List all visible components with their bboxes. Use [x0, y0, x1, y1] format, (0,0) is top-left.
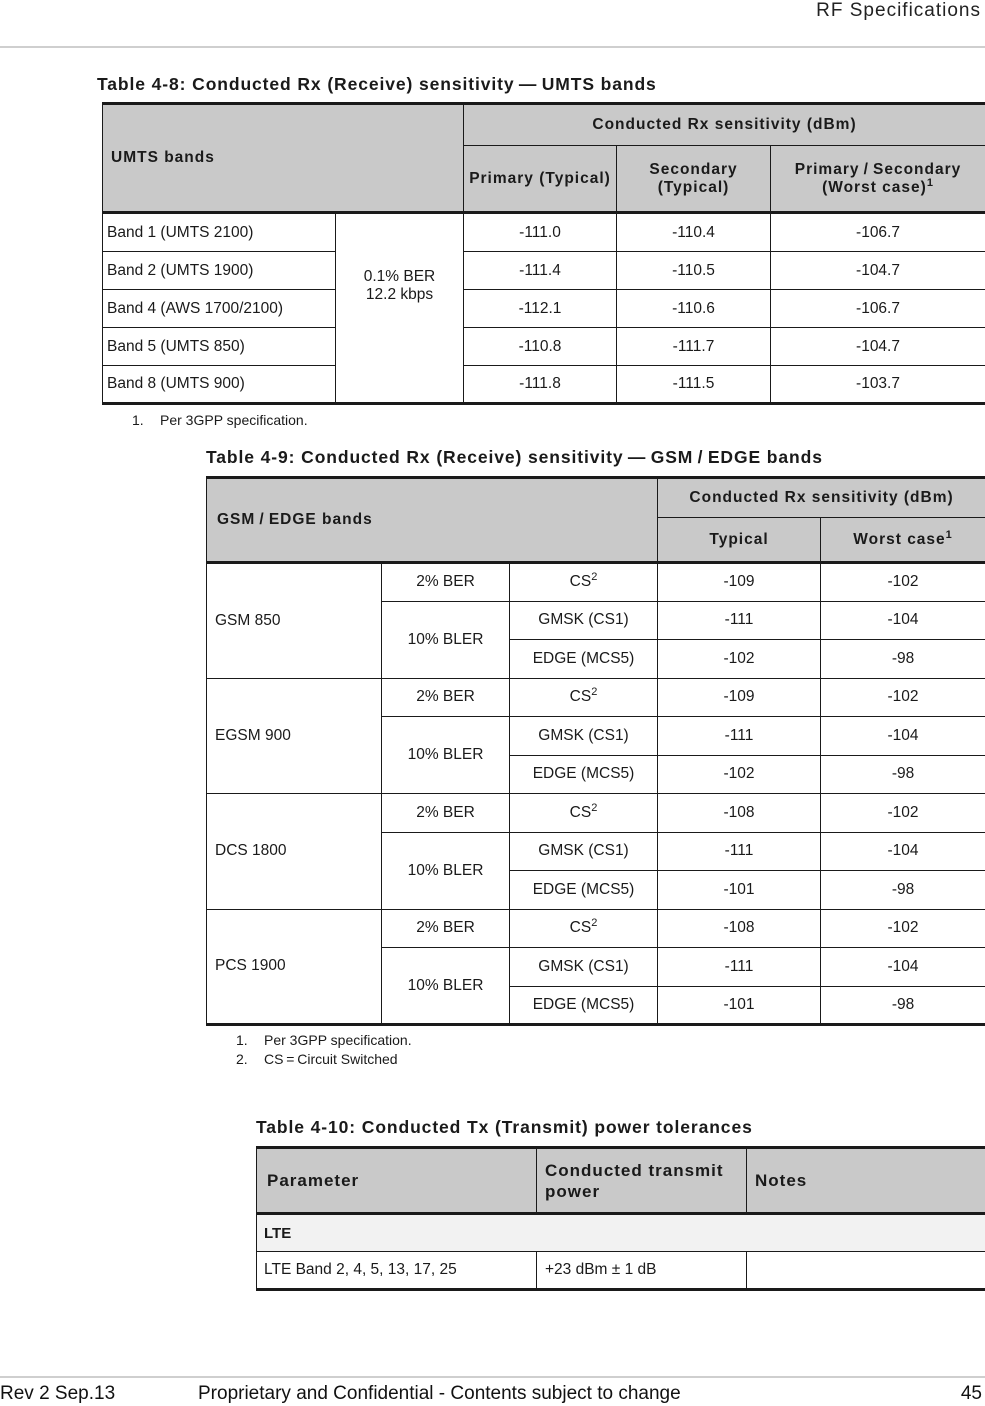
- typical-cell: -109: [658, 678, 821, 717]
- band-cell: EGSM 900: [207, 678, 382, 794]
- secondary-cell: -111.7: [617, 328, 771, 366]
- coding-scheme-cell: GMSK (CS1): [510, 948, 658, 987]
- worst-cell: -102: [821, 678, 985, 717]
- col-header-gsm-bands: GSM / EDGE bands: [207, 478, 658, 563]
- coding-scheme-cell: GMSK (CS1): [510, 601, 658, 640]
- table-4-8: [102, 102, 985, 405]
- typical-cell: -111: [658, 832, 821, 871]
- footnote-number: 2.: [236, 1051, 248, 1067]
- col-header-primary: Primary (Typical): [464, 146, 617, 213]
- coding-scheme-cell: EDGE (MCS5): [510, 986, 658, 1025]
- coding-scheme-cell: EDGE (MCS5): [510, 640, 658, 679]
- secondary-cell: -110.6: [617, 290, 771, 328]
- worst-cell: -98: [821, 755, 985, 794]
- footnote: [236, 1051, 398, 1067]
- col-header-typical: Typical: [658, 518, 821, 563]
- typical-cell: -109: [658, 563, 821, 602]
- worst-cell: -104: [821, 948, 985, 987]
- primary-cell: -111.8: [464, 366, 617, 404]
- footnote-ref: 1: [926, 176, 934, 189]
- header-divider: [0, 46, 985, 48]
- cs-label: CS: [569, 919, 592, 937]
- worst-cell: -106.7: [771, 290, 985, 328]
- footnote-ref: 2: [591, 571, 598, 584]
- footnote: [236, 1032, 412, 1048]
- worst-cell: -104: [821, 717, 985, 756]
- coding-scheme-cell: [510, 909, 658, 948]
- bler-cell: 10% BLER: [382, 832, 510, 909]
- coding-scheme-cell: [510, 794, 658, 833]
- worst-cell: -103.7: [771, 366, 985, 404]
- typical-cell: -101: [658, 986, 821, 1025]
- footer-page-number: 45: [960, 1383, 982, 1404]
- col-header-worst-case: [821, 518, 985, 563]
- worst-cell: -106.7: [771, 213, 985, 252]
- secondary-cell: -111.5: [617, 366, 771, 404]
- typical-cell: -108: [658, 909, 821, 948]
- table-row: [103, 290, 985, 328]
- worst-cell: -102: [821, 794, 985, 833]
- worst-cell: -98: [821, 871, 985, 910]
- bler-cell: 10% BLER: [382, 948, 510, 1025]
- footnote-text: Per 3GPP specification.: [264, 1032, 412, 1048]
- footer-notice: Proprietary and Confidential - Contents subject to change: [198, 1383, 681, 1404]
- table-row: [207, 909, 985, 948]
- coding-scheme-cell: GMSK (CS1): [510, 832, 658, 871]
- worst-cell: -102: [821, 909, 985, 948]
- cs-label: CS: [569, 573, 592, 591]
- table-4-9-caption: Table 4-9: Conducted Rx (Receive) sensitivity — GSM / EDGE bands: [206, 447, 823, 467]
- primary-cell: -111.0: [464, 213, 617, 252]
- worst-cell: -98: [821, 640, 985, 679]
- coding-scheme-cell: EDGE (MCS5): [510, 755, 658, 794]
- band-cell: GSM 850: [207, 563, 382, 679]
- footnote: [132, 412, 308, 428]
- typical-cell: -102: [658, 755, 821, 794]
- parameter-cell: LTE Band 2, 4, 5, 13, 17, 25: [257, 1252, 537, 1290]
- footnote-ref: 1: [945, 528, 953, 541]
- typical-cell: -111: [658, 601, 821, 640]
- bler-cell: 10% BLER: [382, 601, 510, 678]
- footnote-text: Per 3GPP specification.: [160, 412, 308, 428]
- worst-case-label: Primary / Secondary (Worst case): [794, 160, 962, 196]
- col-header-sensitivity: Conducted Rx sensitivity (dBm): [658, 478, 985, 518]
- footnote-text: CS = Circuit Switched: [264, 1051, 398, 1067]
- worst-cell: -102: [821, 563, 985, 602]
- coding-scheme-cell: EDGE (MCS5): [510, 871, 658, 910]
- table-row: [207, 794, 985, 833]
- coding-scheme-cell: GMSK (CS1): [510, 717, 658, 756]
- condition-cell: [336, 213, 464, 404]
- footer-revision: Rev 2 Sep.13: [0, 1383, 116, 1404]
- footnote-number: 1.: [132, 412, 144, 428]
- primary-cell: -110.8: [464, 328, 617, 366]
- worst-cell: -104.7: [771, 328, 985, 366]
- table-row: [103, 213, 985, 252]
- footer-divider: [0, 1376, 985, 1378]
- footnote-ref: 2: [591, 801, 598, 814]
- col-header-worst-case: [771, 146, 985, 213]
- coding-scheme-cell: [510, 563, 658, 602]
- primary-cell: -111.4: [464, 252, 617, 290]
- secondary-cell: -110.5: [617, 252, 771, 290]
- ber-cell: 2% BER: [382, 563, 510, 602]
- col-header-parameter: Parameter: [257, 1148, 537, 1214]
- col-header-umts-bands: UMTS bands: [103, 104, 464, 213]
- table-row: [207, 563, 985, 602]
- worst-cell: -98: [821, 986, 985, 1025]
- bler-cell: 10% BLER: [382, 717, 510, 794]
- cs-label: CS: [569, 688, 592, 706]
- table-row: [207, 678, 985, 717]
- col-header-sensitivity: Conducted Rx sensitivity (dBm): [464, 104, 985, 146]
- ber-cell: 2% BER: [382, 678, 510, 717]
- secondary-cell: -110.4: [617, 213, 771, 252]
- footnote-ref: 2: [591, 917, 598, 930]
- typical-cell: -101: [658, 871, 821, 910]
- worst-cell: -104.7: [771, 252, 985, 290]
- band-cell: Band 8 (UMTS 900): [103, 366, 336, 404]
- footnote-ref: 2: [591, 686, 598, 699]
- band-cell: Band 2 (UMTS 1900): [103, 252, 336, 290]
- band-cell: Band 1 (UMTS 2100): [103, 213, 336, 252]
- primary-cell: -112.1: [464, 290, 617, 328]
- table-row: [257, 1252, 985, 1290]
- typical-cell: -108: [658, 794, 821, 833]
- table-row: [103, 328, 985, 366]
- typical-cell: -102: [658, 640, 821, 679]
- typical-cell: -111: [658, 948, 821, 987]
- table-4-8-caption: Table 4-8: Conducted Rx (Receive) sensitivity — UMTS bands: [97, 74, 657, 94]
- col-header-secondary: Secondary (Typical): [617, 146, 771, 213]
- table-row: [103, 252, 985, 290]
- worst-case-label: Worst case: [853, 530, 946, 548]
- footnote-number: 1.: [236, 1032, 248, 1048]
- worst-cell: -104: [821, 601, 985, 640]
- table-row: [103, 366, 985, 404]
- worst-cell: -104: [821, 832, 985, 871]
- coding-scheme-cell: [510, 678, 658, 717]
- ber-cell: 2% BER: [382, 909, 510, 948]
- band-cell: DCS 1800: [207, 794, 382, 910]
- condition-rate: 12.2 kbps: [365, 286, 434, 303]
- band-cell: Band 5 (UMTS 850): [103, 328, 336, 366]
- table-4-10-caption: Table 4-10: Conducted Tx (Transmit) power tolerances: [256, 1117, 753, 1137]
- condition-ber: 0.1% BER: [363, 268, 436, 285]
- section-label-lte: LTE: [257, 1214, 985, 1252]
- band-cell: PCS 1900: [207, 909, 382, 1025]
- notes-cell: [747, 1252, 985, 1290]
- col-header-transmit-power: Conducted transmit power: [537, 1148, 747, 1214]
- ber-cell: 2% BER: [382, 794, 510, 833]
- band-cell: Band 4 (AWS 1700/2100): [103, 290, 336, 328]
- cs-label: CS: [569, 803, 592, 821]
- col-header-notes: Notes: [747, 1148, 985, 1214]
- table-4-9: [206, 476, 985, 1026]
- running-header: RF Specifications: [816, 0, 981, 21]
- table-4-10: [256, 1146, 985, 1291]
- typical-cell: -111: [658, 717, 821, 756]
- transmit-power-cell: +23 dBm ± 1 dB: [537, 1252, 747, 1290]
